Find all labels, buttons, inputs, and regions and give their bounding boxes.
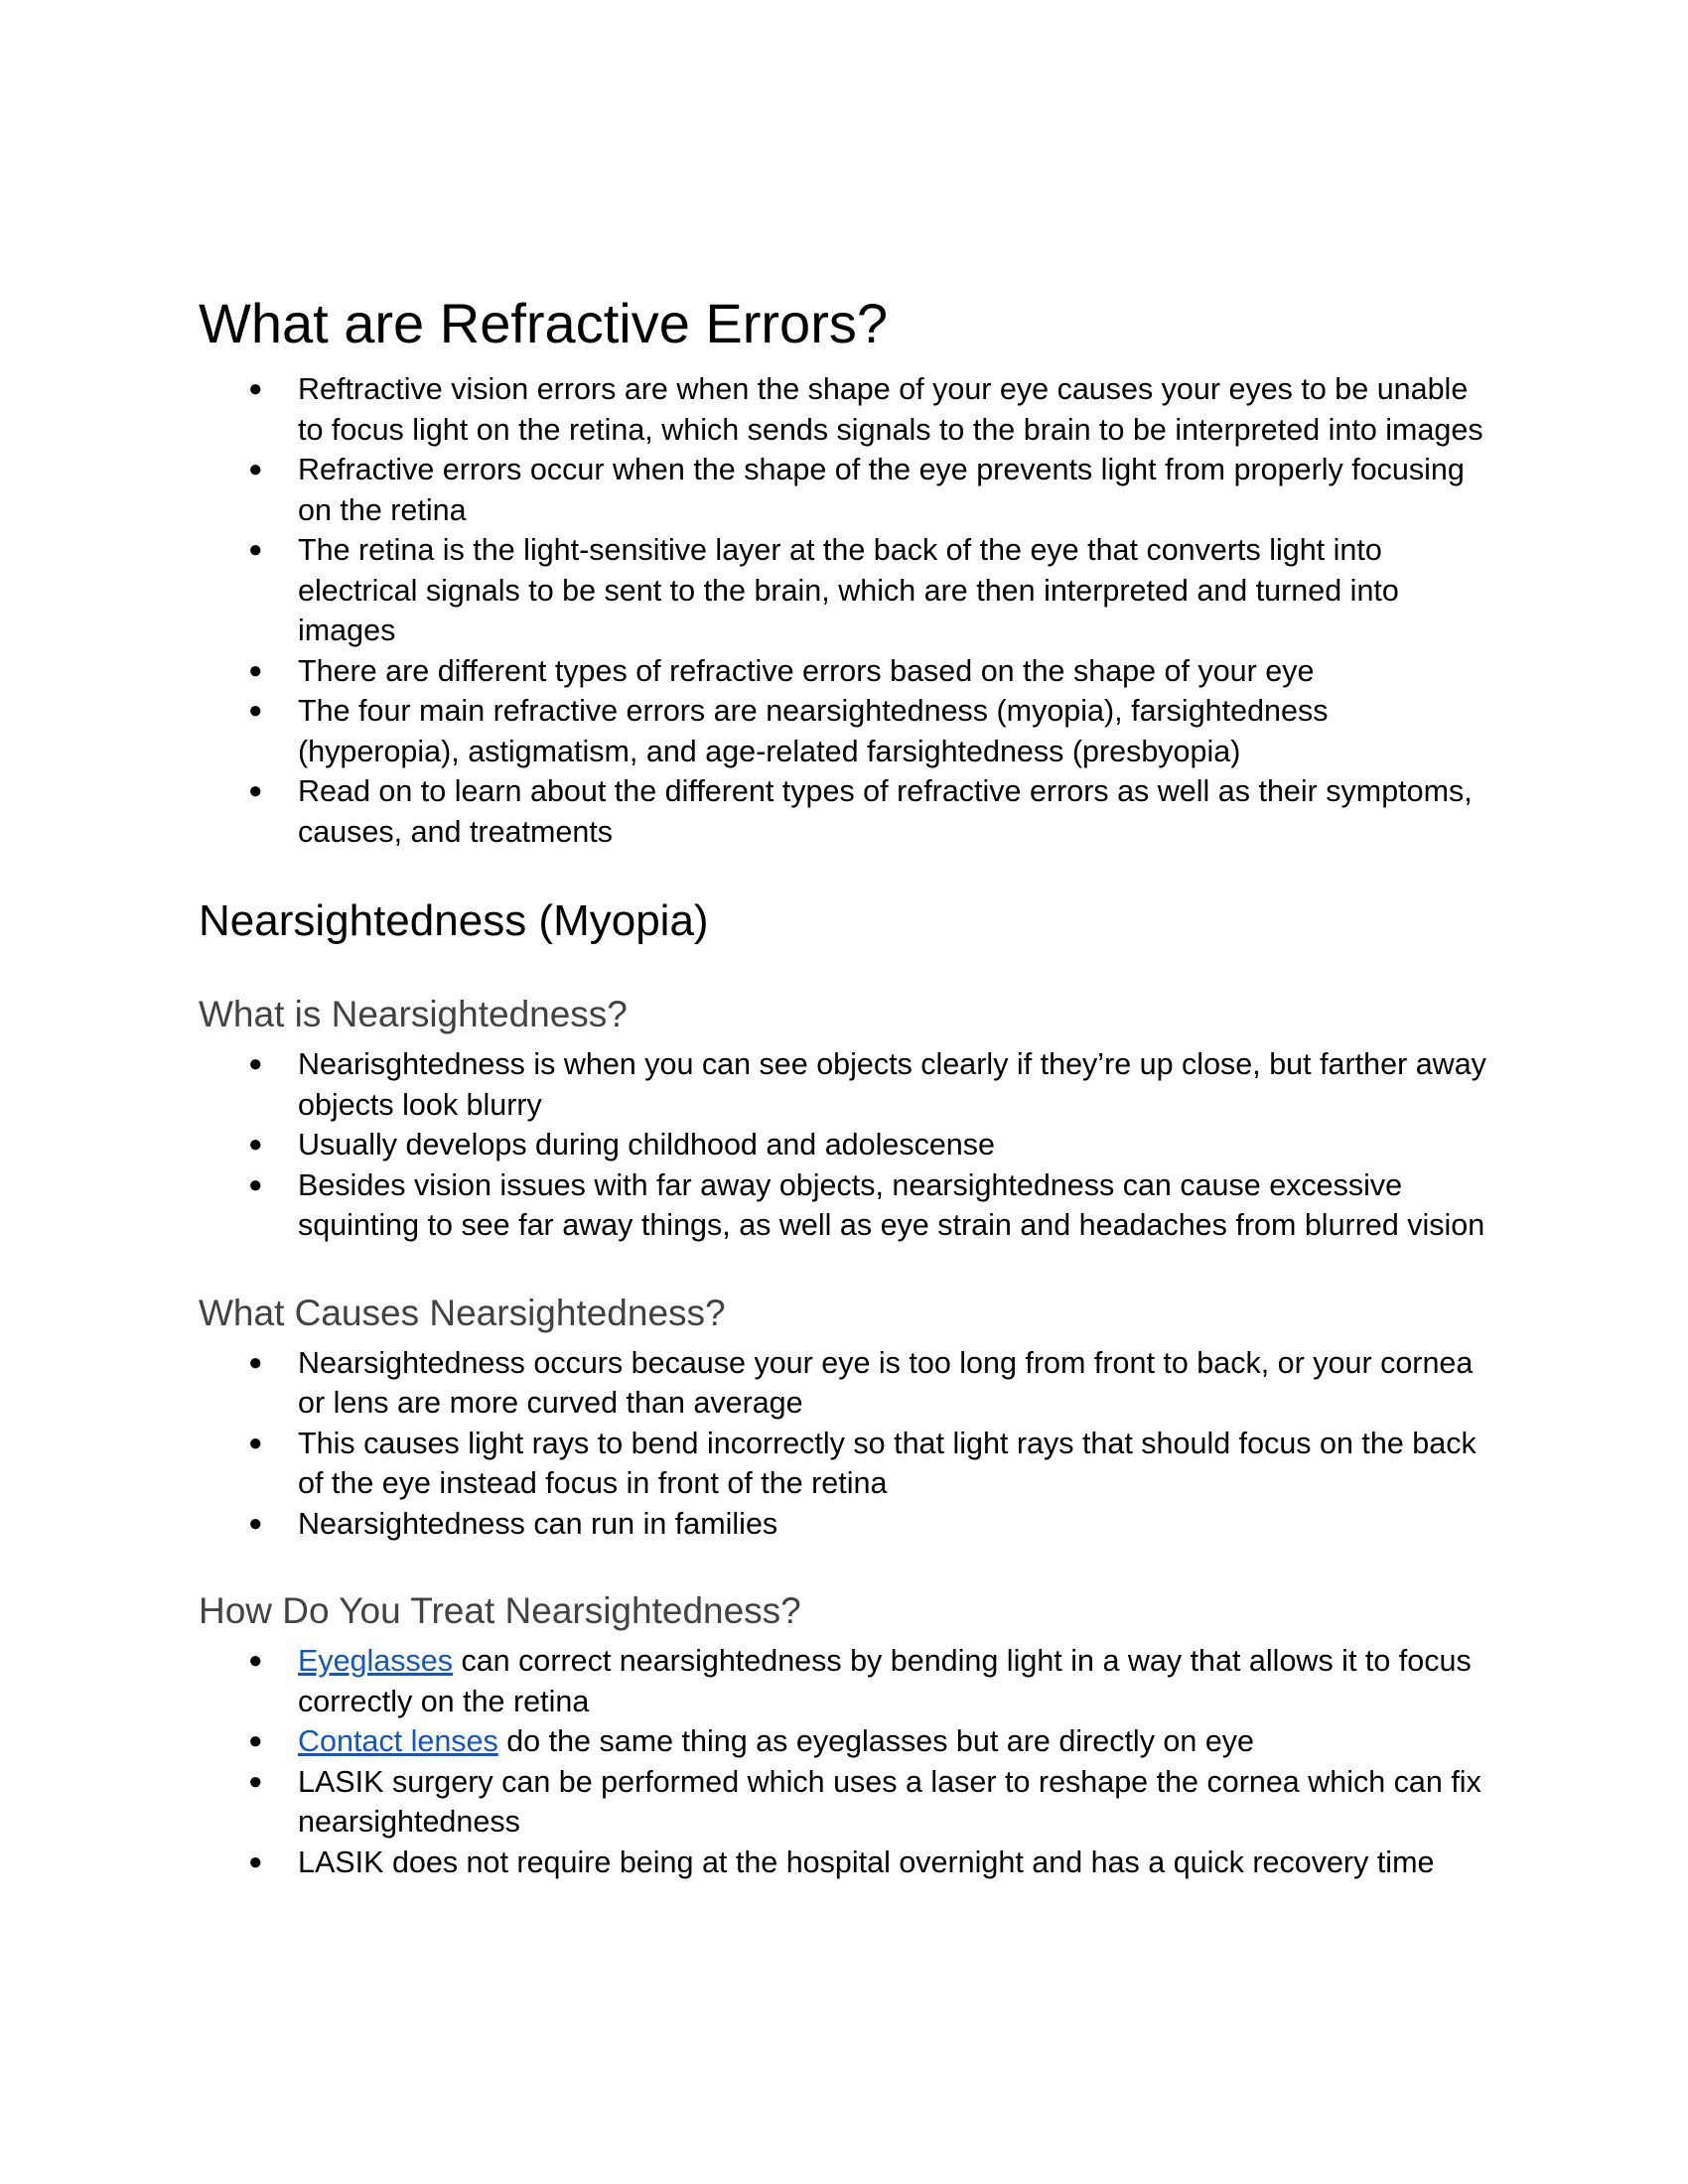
- intro-list: [199, 369, 1489, 852]
- list-item-text: Nearsightedness occurs because your eye is too long from front to back, or your cornea or lens are more curved than average: [298, 1345, 1474, 1420]
- section-heading-nearsightedness: Nearsightedness (Myopia): [199, 896, 709, 945]
- list-item-text: Reftractive vision errors are when the shape of your eye causes your eyes to be unable to focus light on the retina, which sends signals to the brain to be interpreted into images: [298, 372, 1483, 447]
- list-item-text: LASIK surgery can be performed which uses a laser to reshape the cornea which can fix nearsightedness: [298, 1764, 1481, 1839]
- list-item: [199, 1843, 1489, 1883]
- bullet-icon: ●: [248, 1847, 263, 1875]
- bullet-icon: ●: [248, 1050, 263, 1077]
- list-item-text: Read on to learn about the different types of refractive errors as well as their symptoms, causes, and treatments: [298, 774, 1473, 849]
- list-item-text: Refractive errors occur when the shape of the eye prevents light from properly focusing on the retina: [298, 453, 1465, 527]
- list-item: [199, 771, 1489, 852]
- bullet-icon: ●: [248, 1429, 263, 1456]
- subheading-causes: What Causes Nearsightedness?: [199, 1292, 726, 1333]
- document-page: [199, 288, 1489, 1882]
- list-item: [199, 369, 1489, 450]
- list-item: [199, 530, 1489, 651]
- bullet-icon: ●: [248, 536, 263, 563]
- list-item: [199, 1044, 1489, 1125]
- list-item-text: Nearisghtedness is when you can see objects clearly if they’re up close, but farther away objects look blurry: [298, 1047, 1486, 1122]
- list-item-text: There are different types of refractive errors based on the shape of your eye: [298, 653, 1315, 688]
- treatment-list: [199, 1641, 1489, 1882]
- list-item-text: This causes light rays to bend incorrectly so that light rays that should focus on the back of the eye instead focus in front of the retina: [298, 1426, 1477, 1500]
- bullet-icon: ●: [248, 1509, 263, 1537]
- bullet-icon: ●: [248, 1170, 263, 1198]
- bullet-icon: ●: [248, 1131, 263, 1158]
- subheading-what-is: What is Nearsightedness?: [199, 994, 628, 1034]
- bullet-icon: ●: [248, 1647, 263, 1674]
- list-item-text: Besides vision issues with far away objects, nearsightedness can cause excessive squinting to see far away things, as well as eye strain and headaches from blurred vision: [298, 1167, 1485, 1242]
- list-item: [199, 651, 1489, 692]
- what-is-list: [199, 1044, 1489, 1246]
- list-item-text: Nearsightedness can run in families: [298, 1506, 778, 1541]
- causes-list: [199, 1343, 1489, 1545]
- list-item-text: The retina is the light-sensitive layer at the back of the eye that converts light into electrical signals to be sent to the brain, which are then interpreted and turned into images: [298, 533, 1399, 647]
- bullet-icon: ●: [248, 375, 263, 402]
- list-item: [199, 691, 1489, 771]
- bullet-icon: ●: [248, 1348, 263, 1376]
- eyeglasses-link[interactable]: Eyeglasses: [298, 1644, 453, 1678]
- list-item: [199, 1641, 1489, 1721]
- list-item: [199, 450, 1489, 530]
- bullet-icon: ●: [248, 1727, 263, 1754]
- list-item: [199, 1762, 1489, 1843]
- list-item-text: do the same thing as eyeglasses but are directly on eye: [497, 1724, 1254, 1758]
- list-item-text: can correct nearsightedness by bending light in a way that allows it to focus correctly on the retina: [298, 1644, 1472, 1718]
- list-item-text: LASIK does not require being at the hospital overnight and has a quick recovery time: [298, 1844, 1435, 1879]
- list-item: [199, 1424, 1489, 1504]
- subheading-treatment: How Do You Treat Nearsightedness?: [199, 1590, 801, 1631]
- bullet-icon: ●: [248, 777, 263, 804]
- bullet-icon: ●: [248, 1767, 263, 1795]
- list-item-text: The four main refractive errors are nearsightedness (myopia), farsightedness (hyperopia), astigmatism, and age-related farsightedness (presbyopia): [298, 694, 1329, 768]
- bullet-icon: ●: [248, 656, 263, 684]
- bullet-icon: ●: [248, 456, 263, 482]
- contact-lenses-link[interactable]: Contact lenses: [298, 1724, 498, 1758]
- list-item: [199, 1504, 1489, 1545]
- bullet-icon: ●: [248, 697, 263, 724]
- list-item: [199, 1343, 1489, 1424]
- list-item: [199, 1165, 1489, 1246]
- page-title: What are Refractive Errors?: [199, 292, 888, 354]
- list-item-text: Usually develops during childhood and adolescense: [298, 1128, 995, 1161]
- list-item: [199, 1125, 1489, 1165]
- list-item: [199, 1721, 1489, 1762]
